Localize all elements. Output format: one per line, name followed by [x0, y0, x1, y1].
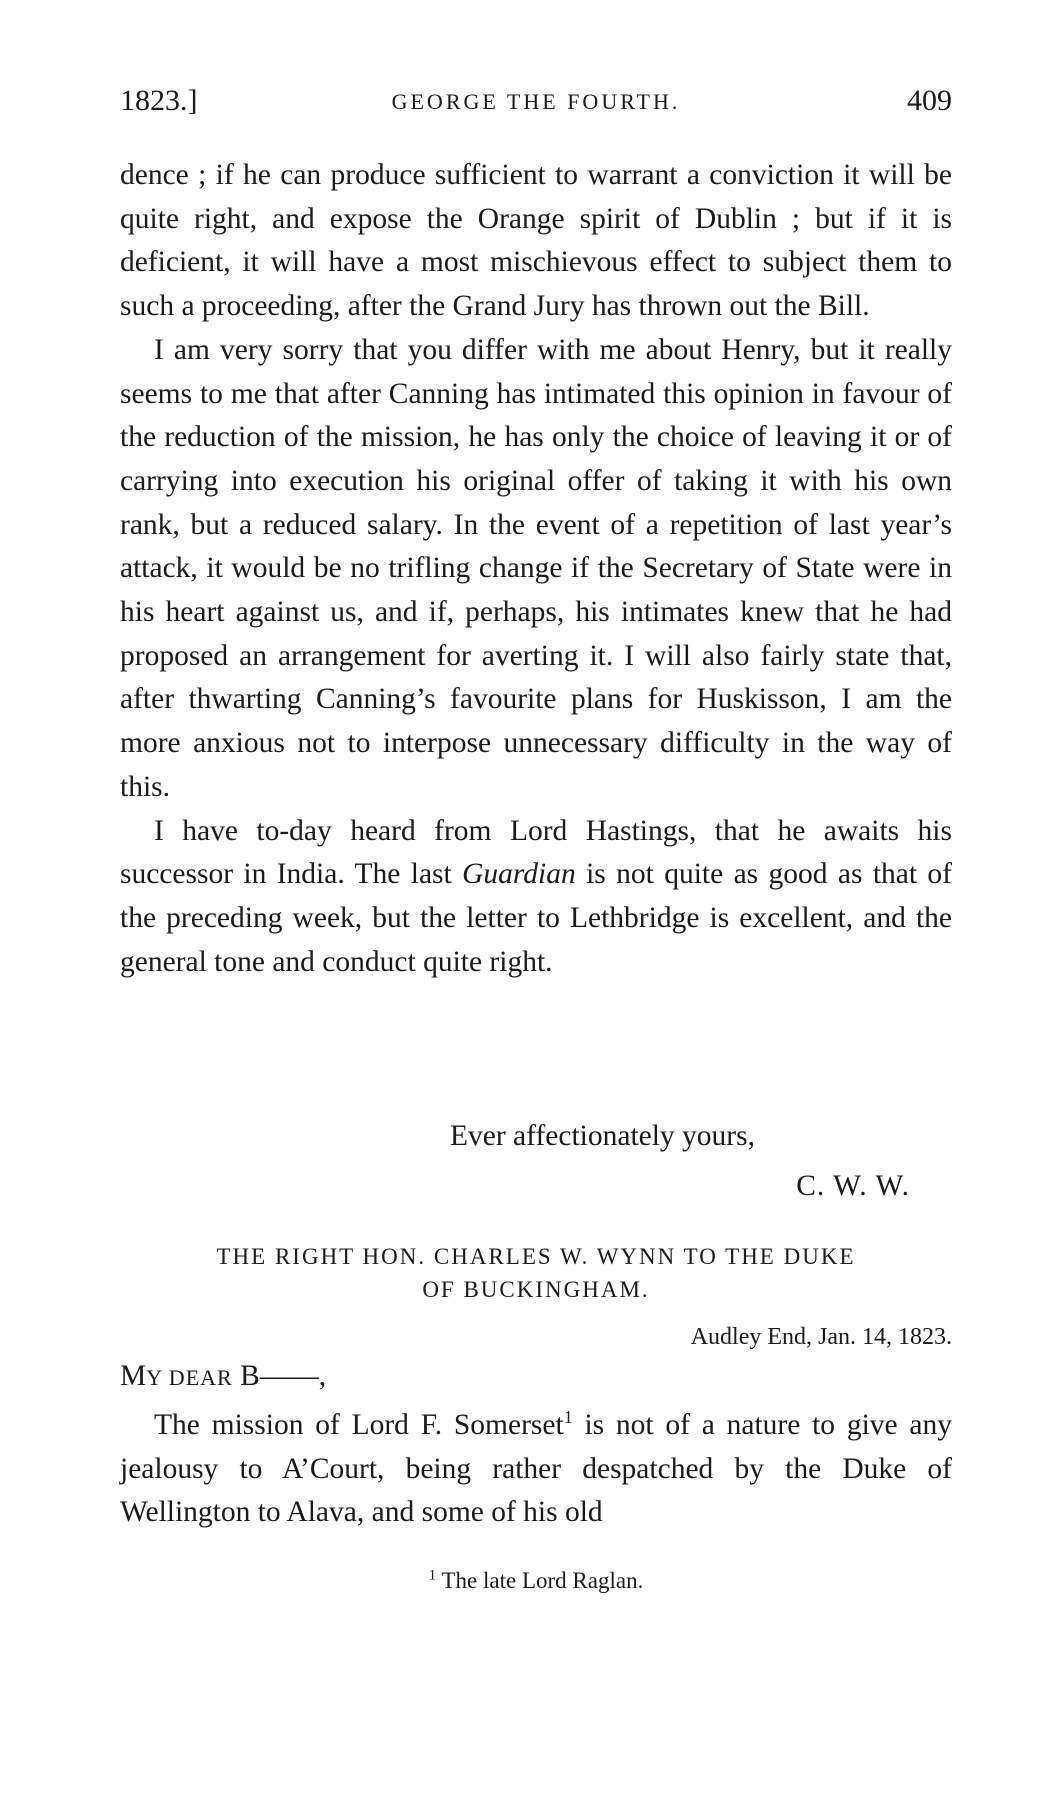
letter-heading-line-2: OF BUCKINGHAM.	[422, 1277, 650, 1302]
paragraph-3	[120, 810, 952, 985]
letter-dateline: Audley End, Jan. 14, 1823.	[690, 1324, 952, 1350]
body-text	[120, 154, 952, 984]
letter-text-a: The mission of Lord F. Somerset	[154, 1409, 564, 1441]
footnote-mark: 1	[428, 1567, 437, 1584]
footnote-reference: 1	[563, 1407, 573, 1428]
closing-line: Ever affectionately yours,	[450, 1120, 755, 1152]
salutation-smallcaps: Y DEAR	[146, 1365, 233, 1390]
salutation-initial: M	[120, 1360, 147, 1392]
salutation-rest: B——,	[232, 1360, 327, 1392]
letter-heading-line-1: THE RIGHT HON. CHARLES W. WYNN TO THE DUKE	[216, 1244, 856, 1269]
running-head	[120, 84, 952, 132]
letter-heading	[120, 1240, 952, 1306]
paragraph-3-text-b: is not quite as good as that of the preceding week, but the letter to Lethbridge is excellent, and the general tone and conduct quite right.	[120, 858, 952, 978]
salutation	[120, 1360, 326, 1393]
footnote	[120, 1568, 952, 1594]
letter-text	[120, 1404, 952, 1535]
running-head-year: 1823.]	[120, 84, 198, 117]
guardian-italic: Guardian	[462, 858, 576, 891]
page-number: 409	[907, 84, 952, 117]
running-head-title: GEORGE THE FOURTH.	[391, 89, 681, 114]
paragraph-1: dence ; if he can produce sufficient to warrant a conviction it will be quite right, and expose the Orange spirit of Dublin ; but if it is deficient, it will have a most mischievous effect to subject them to such a proceeding, after the Grand Jury has thrown out the Bill.	[120, 159, 952, 323]
letter-paragraph-1	[120, 1404, 952, 1535]
footnote-text: The late Lord Raglan.	[436, 1568, 644, 1593]
paragraph-3-text-a: I have to-day heard from Lord Hastings, that he awaits his successor in India. The last	[120, 814, 952, 891]
paragraph-2: I am very sorry that you differ with me about Henry, but it really seems to me that after Canning has intimated this opinion in favour of the reduction of the mission, he has only the choice of leaving it or of carrying into execution his original offer of taking it with his own rank, but a reduced salary. In the event of a repetition of last year’s attack, it would be no trifling change if the Secretary of State were in his heart against us, and if, perhaps, his intimates knew that he had proposed an arrangement for averting it. I will also fairly state that, after thwarting Canning’s favourite plans for Huskisson, I am the more anxious not to interpose unnecessary difficulty in the way of this.	[120, 333, 952, 803]
signature: C. W. W.	[796, 1170, 910, 1202]
letter-text-b: is not of a nature to give any jealousy to A’Court, being rather despatched by the Duke of Wellington to Alava, and some of his old	[120, 1409, 952, 1529]
